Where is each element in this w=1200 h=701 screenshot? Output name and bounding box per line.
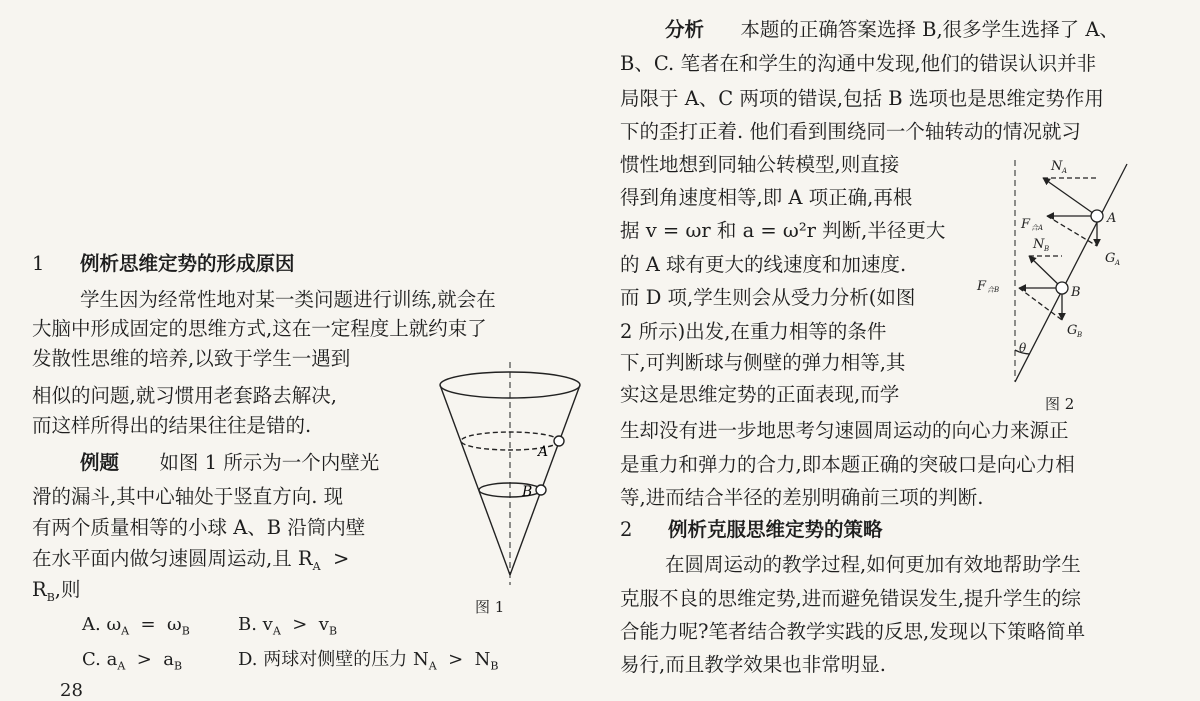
text-line: 下,可判断球与侧壁的弹力相等,其 (620, 351, 906, 374)
text-line: 本题的正确答案选择 B,很多学生选择了 A、 (740, 18, 1119, 41)
section-number: 1 (32, 252, 45, 275)
option-a: A. $\omega_A = \omega_B$ (82, 614, 190, 638)
text-line: 据 v = ωr 和 a = ω²r 判断,半径更大 (620, 219, 946, 242)
text-line: 下的歪打正着. 他们看到围绕同一个轴转动的情况就习 (620, 120, 1081, 143)
text-line: 的 A 球有更大的线速度和加速度. (620, 253, 907, 276)
svg-text:B: B (1077, 331, 1083, 339)
text-line: 是重力和弹力的合力,即本题正确的突破口是向心力相 (620, 453, 1075, 476)
figure-1-funnel (430, 360, 590, 590)
figure-2-force-diagram (975, 150, 1160, 390)
fig2-label-na: N (1051, 159, 1063, 174)
text-line: B、C. 笔者在和学生的沟通中发现,他们的错误认识并非 (620, 52, 1097, 75)
text-line: 生却没有进一步地思考匀速圆周运动的向心力来源正 (620, 419, 1069, 442)
text-line: 局限于 A、C 两项的错误,包括 B 选项也是思维定势作用 (620, 87, 1104, 110)
text-line: 如图 1 所示为一个内壁光 (159, 451, 380, 474)
fig1-label-a: A (538, 444, 549, 460)
text-line: 实这是思维定势的正面表现,而学 (620, 383, 900, 406)
text-line: ,则 (54, 578, 81, 601)
text-line: 合能力呢?笔者结合教学实践的反思,发现以下策略简单 (620, 620, 1086, 643)
analysis-label: 分析 (665, 18, 705, 41)
option-b: B. $v_A > v_B$ (238, 614, 338, 638)
text-line: 学生因为经常性地对某一类问题进行训练,就会在 (80, 288, 496, 311)
fig2-label-nb: N (1033, 237, 1045, 252)
text-line: 相似的问题,就习惯用老套路去解决, (32, 384, 337, 407)
text-line: 有两个质量相等的小球 A、B 沿筒内壁 (32, 516, 366, 539)
fig2-label-gb: G (1067, 323, 1078, 338)
page-number: 28 (60, 680, 83, 701)
section-title: 例析克服思维定势的策略 (668, 518, 883, 541)
svg-text:合A: 合A (1031, 224, 1044, 232)
fig2-label-ga: G (1105, 251, 1116, 266)
text-line: 易行,而且教学效果也非常明显. (620, 653, 886, 676)
text-line: 而这样所得出的结果往往是错的. (32, 414, 312, 437)
text-line: 在水平面内做匀速圆周运动,且 R (32, 547, 313, 570)
fig2-label-theta: θ (1019, 341, 1027, 355)
section-number: 2 (620, 518, 633, 541)
fig2-label-fb: F (977, 279, 987, 294)
option-c: C. $a_A > a_B$ (82, 649, 183, 673)
example-label: 例题 (80, 451, 120, 474)
section-1-heading (32, 250, 295, 278)
svg-text:合B: 合B (987, 286, 1000, 294)
fig2-label-fa: F (1021, 217, 1031, 232)
section-2-heading (620, 516, 883, 544)
text-line: 惯性地想到同轴公转模型,则直接 (620, 153, 900, 176)
text-line: 克服不良的思维定势,进而避免错误发生,提升学生的综 (620, 587, 1081, 610)
svg-text:B: B (1044, 245, 1050, 253)
fig2-label-b: B (1071, 285, 1081, 300)
fig2-label-a: A (1107, 211, 1117, 226)
svg-text:A: A (1115, 259, 1121, 267)
section-title: 例析思维定势的形成原因 (80, 252, 295, 275)
option-d: D. 两球对侧壁的压力 $N_A > N_B$ (238, 649, 499, 673)
figure-2-caption: 图 2 (1045, 395, 1075, 413)
text-line: 而 D 项,学生则会从受力分析(如图 (620, 286, 916, 309)
fig1-label-b: B (522, 484, 533, 500)
text-line: 大脑中形成固定的思维方式,这在一定程度上就约束了 (32, 317, 487, 340)
text-line: 等,进而结合半径的差别明确前三项的判断. (620, 486, 984, 509)
text-line: R (32, 578, 47, 601)
figure-1-caption: 图 1 (475, 598, 505, 616)
text-line: 发散性思维的培养,以致于学生一遇到 (32, 347, 351, 370)
svg-text:A: A (1062, 167, 1068, 175)
text-line: 2 所示)出发,在重力相等的条件 (620, 320, 887, 343)
text-line: 得到角速度相等,即 A 项正确,再根 (620, 186, 913, 209)
text-line: 滑的漏斗,其中心轴处于竖直方向. 现 (32, 485, 344, 508)
text-line: 在圆周运动的教学过程,如何更加有效地帮助学生 (665, 553, 1081, 576)
